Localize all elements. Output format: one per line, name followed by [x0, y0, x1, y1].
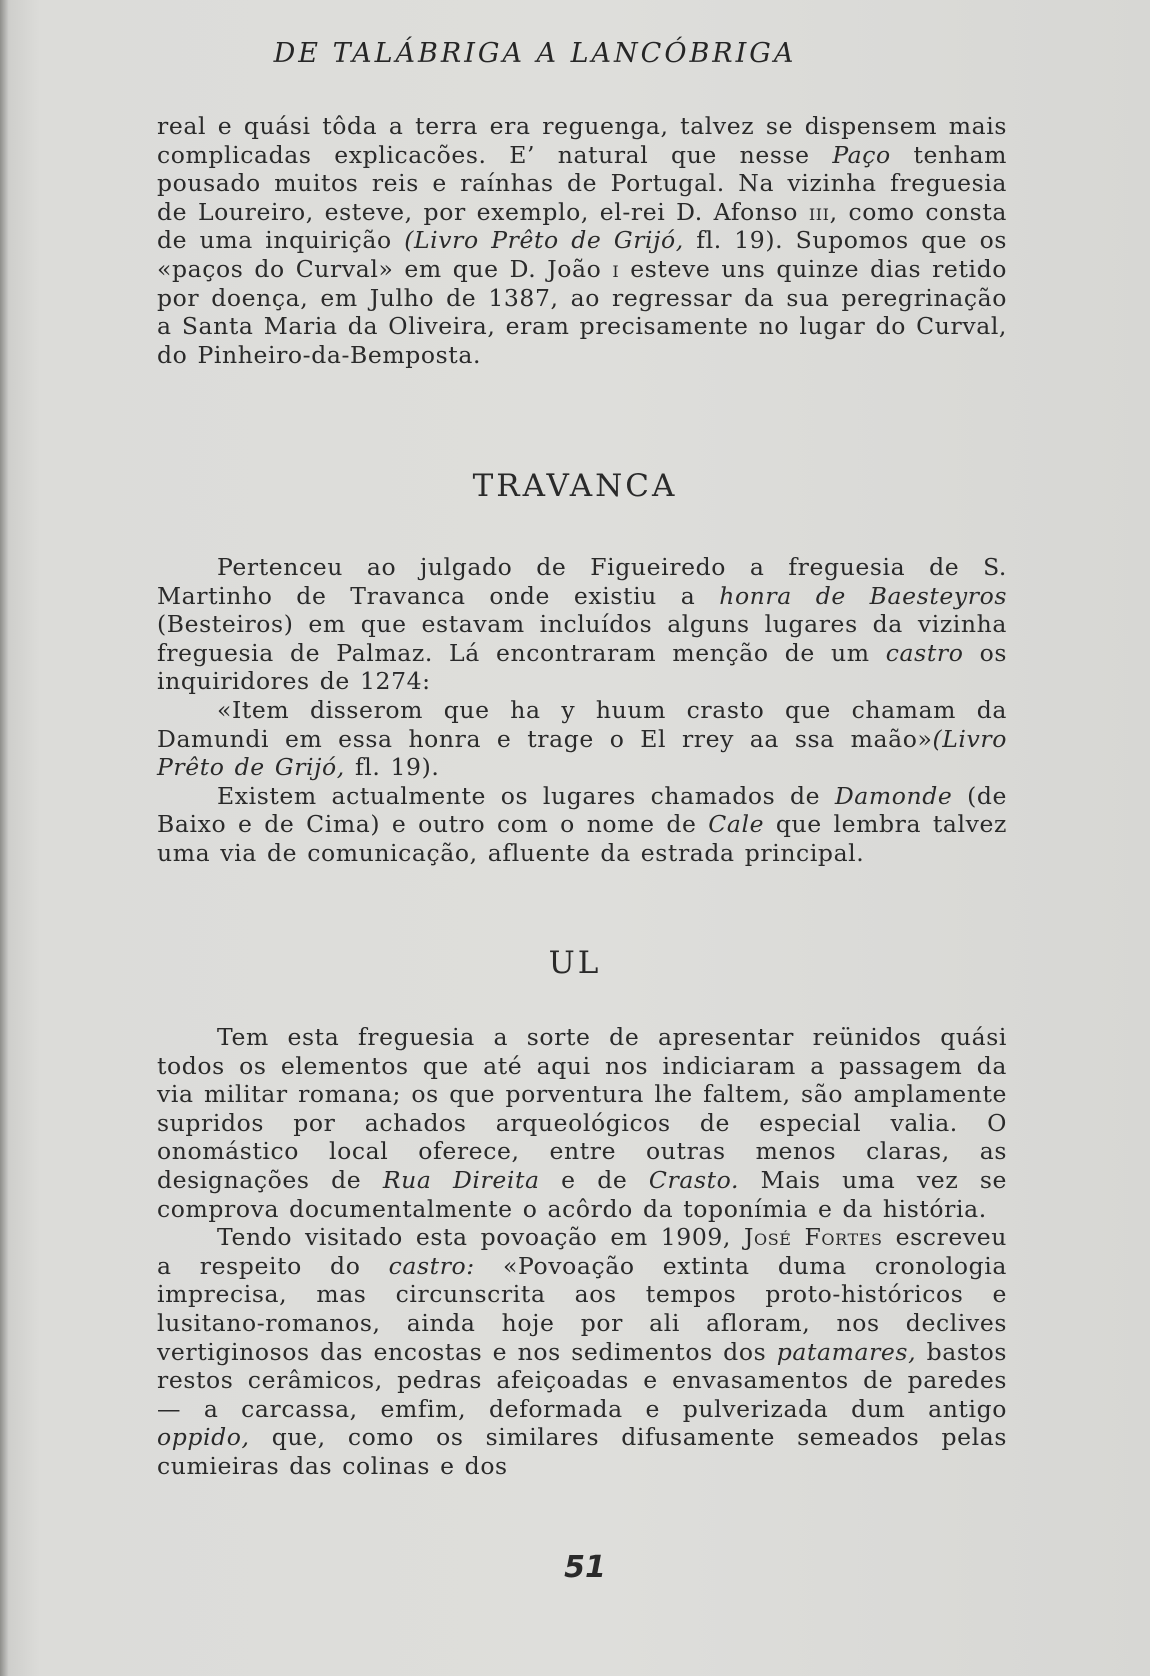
running-head	[0, 38, 1150, 69]
italic-run: Rua Direita	[382, 1165, 540, 1194]
roman-numeral: iii	[808, 197, 830, 226]
text-run: que lembra talvez uma via de comunicação, afluente da estrada principal.	[157, 810, 1008, 867]
text-run: tenham pousado muitos reis e raínhas de Portugal. Na vizinha freguesia de Loureiro, esteve, por exemplo, el-rei D. Afonso	[157, 140, 1007, 226]
section-heading-ul	[0, 945, 1150, 981]
italic-run: Cale	[708, 810, 765, 839]
section-heading-text: UL	[548, 945, 602, 981]
paragraph	[157, 1023, 1007, 1223]
italic-run: Crasto.	[648, 1165, 740, 1194]
paragraph	[157, 112, 1007, 369]
section-heading-travanca	[0, 468, 1150, 504]
page-spine-shadow	[0, 0, 8, 1676]
page-number-text: 51	[564, 1550, 606, 1585]
quotation-paragraph	[157, 696, 1007, 782]
paragraph-opening	[157, 112, 1007, 369]
author-name: José Fortes	[743, 1223, 883, 1252]
page-number	[0, 1550, 1150, 1585]
running-head-text: DE TALÁBRIGA A LANCÓBRIGA	[273, 38, 797, 69]
italic-run: Damonde	[834, 781, 953, 810]
text-run: os inquiridores de 1274:	[157, 638, 1007, 696]
italic-run: (Livro Prêto de Grijó,	[404, 226, 684, 255]
section-heading-text: TRAVANCA	[472, 468, 678, 504]
text-run: esteve uns quinze dias retido por doença, em Julho de 1387, ao regressar da sua peregrinação a Santa Maria da Oliveira, eram precisamente no lugar do Curval, do Pinheiro-da-Bemposta.	[157, 254, 1007, 369]
text-run: Existem actualmente os lugares chamados de	[217, 781, 835, 810]
text-run: e de	[539, 1165, 649, 1194]
italic-run: honra de Baesteyros	[719, 581, 1007, 610]
italic-run: patamares,	[776, 1337, 917, 1366]
text-run: Mais uma vez se comprova documentalmente o acôrdo da toponímia e da história.	[157, 1165, 1007, 1223]
text-run: Tem esta freguesia a sorte de apresentar reünidos quási todos os elementos que até aqui nos indiciaram a passagem da via militar romana; os que porventura lhe faltem, são amplamente supridos por achados arqueológicos de especial valia. O onomástico local oferece, entre outras menos claras, as designações de	[157, 1023, 1007, 1194]
paragraph	[157, 553, 1007, 696]
section-ul	[157, 1023, 1007, 1481]
roman-numeral: i	[612, 254, 620, 283]
text-run: real e quási tôda a terra era reguenga, talvez se dispensem mais complicadas explicacões. E’ natural que nesse	[157, 112, 1007, 169]
italic-run: (Livro Prêto de Grijó,	[157, 724, 1007, 782]
text-run: «Item disserom que ha y huum crasto que chamam da Damundi em essa honra e trage o El rrey aa ssa maão»	[157, 695, 1007, 753]
italic-run: castro:	[388, 1251, 475, 1280]
italic-run: oppido,	[157, 1423, 250, 1452]
section-travanca	[157, 553, 1007, 868]
italic-run: Paço	[832, 140, 891, 169]
text-run: que, como os similares difusamente semeados pelas cumieiras das colinas e dos	[157, 1423, 1007, 1480]
text-run: bastos restos cerâmicos, pedras afeiçoadas e envasamentos de paredes — a carcassa, emfim, deformada e pulverizada dum antigo	[157, 1337, 1007, 1423]
text-run: (Besteiros) em que estavam incluídos alguns lugares da vizinha freguesia de Palmaz. Lá encontraram menção de um	[157, 610, 1007, 667]
text-run: escreveu a respeito do	[157, 1223, 1007, 1280]
text-run: fl. 19).	[344, 753, 440, 782]
text-run: Tendo visitado esta povoação em 1909,	[217, 1223, 744, 1252]
paragraph	[157, 782, 1007, 868]
text-run: fl. 19). Supomos que os «paços do Curval» em que D. João	[157, 226, 1007, 283]
text-run: , como consta de uma inquirição	[157, 197, 1007, 255]
text-run: «Povoação extinta duma cronologia imprecisa, mas circunscrita aos tempos proto-históricos e lusitano-romanos, ainda hoje por ali afloram, nos declives vertiginosos das encostas e nos sedimentos dos	[157, 1251, 1007, 1366]
paragraph	[157, 1223, 1007, 1480]
italic-run: castro	[885, 638, 964, 667]
text-run: Pertenceu ao julgado de Figueiredo a freguesia de S. Martinho de Travanca onde existiu a	[157, 553, 1007, 610]
text-run: (de Baixo e de Cima) e outro com o nome de	[157, 781, 1007, 839]
